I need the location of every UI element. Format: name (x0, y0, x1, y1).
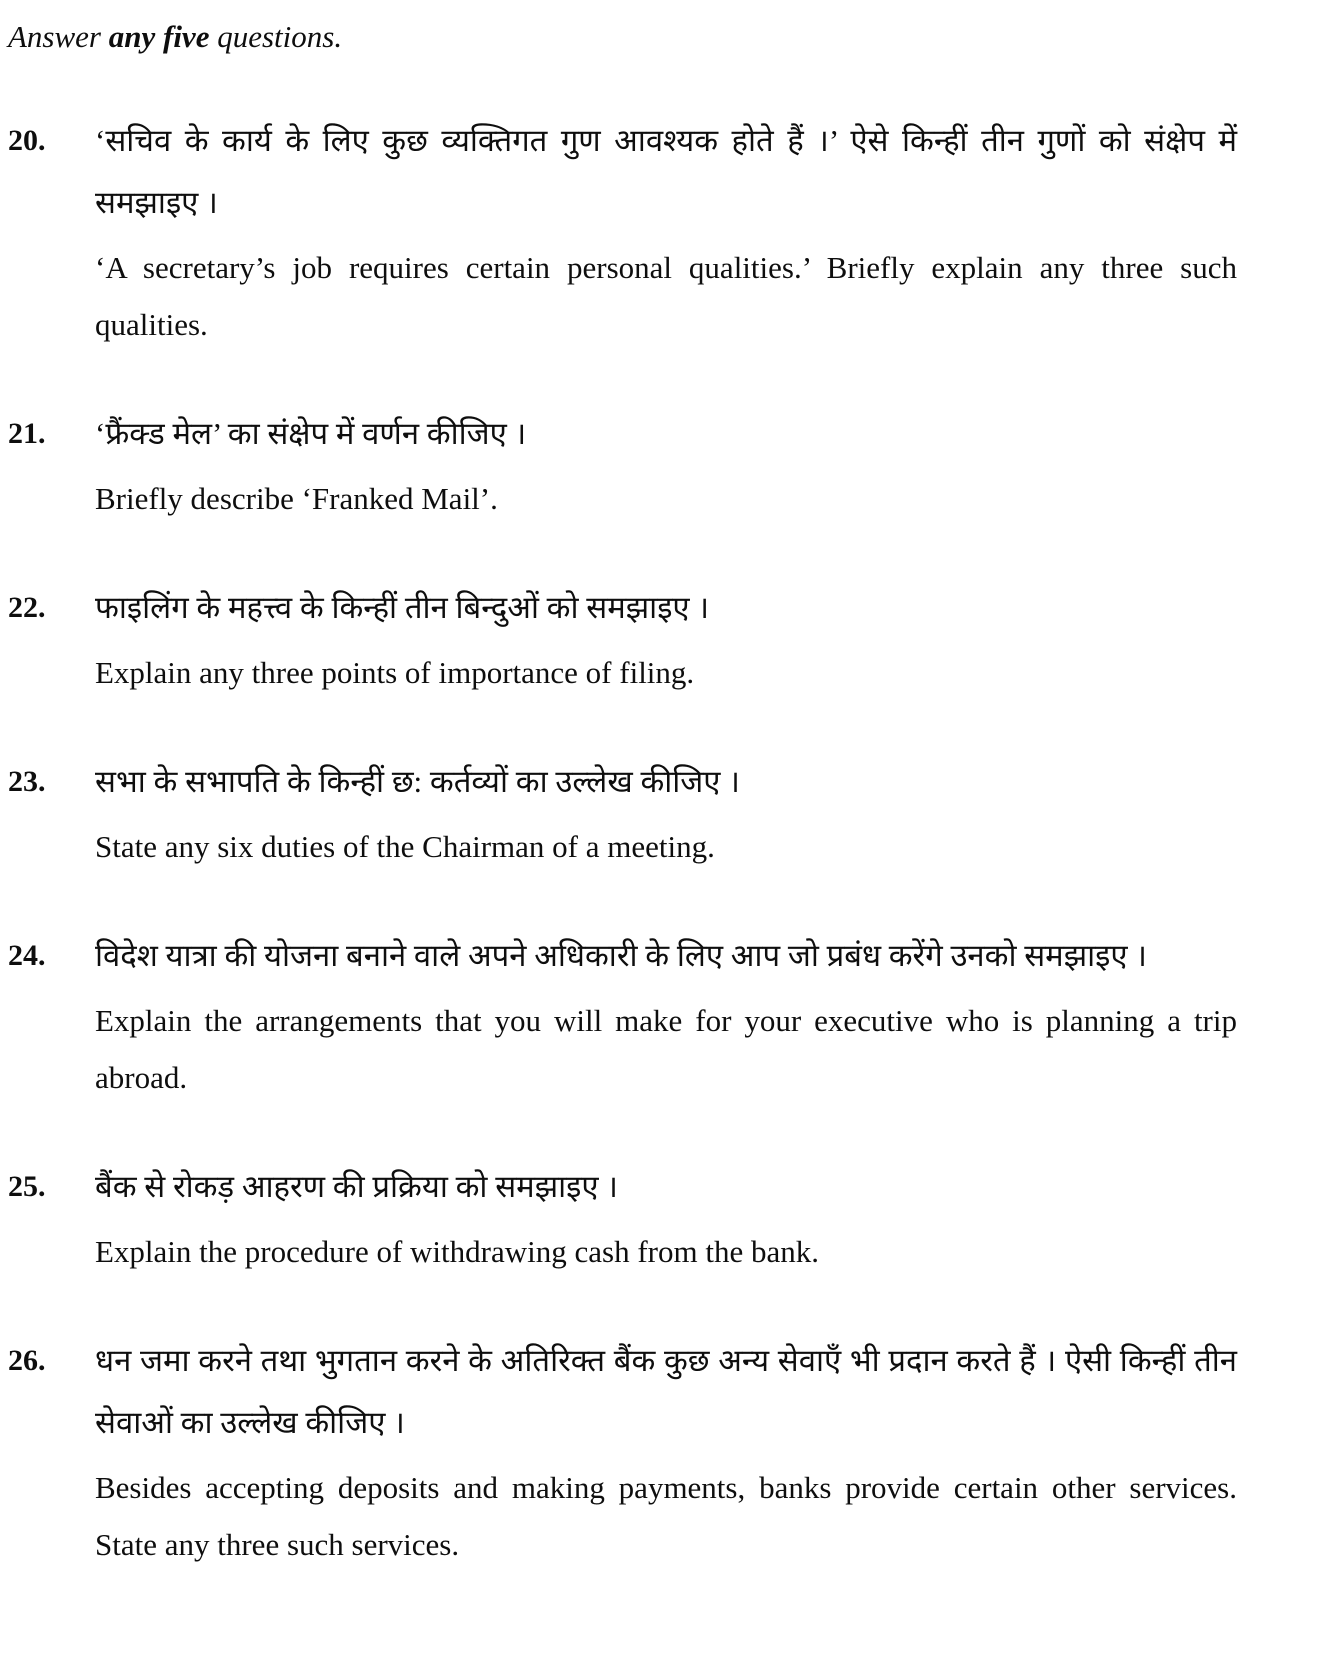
question-25 (8, 1156, 1237, 1280)
question-text-english: Explain the procedure of withdrawing cash from the bank. (95, 1234, 819, 1269)
question-text-english: State any six duties of the Chairman of a meeting. (95, 829, 715, 864)
question-body (95, 577, 1237, 701)
question-20 (8, 110, 1237, 353)
question-26 (8, 1330, 1237, 1573)
question-number: 22. (8, 591, 46, 624)
question-number: 25. (8, 1170, 46, 1203)
question-text-english: Briefly describe ‘Franked Mail’. (95, 481, 498, 516)
question-text-hindi: ‘फ्रैंक्ड मेल’ का संक्षेप में वर्णन कीजिए । (95, 416, 527, 451)
question-number: 20. (8, 124, 46, 157)
question-24 (8, 925, 1237, 1106)
question-text-english: Besides accepting deposits and making payments, banks provide certain other services. State any three such services. (95, 1470, 1237, 1562)
instruction-emphasis: any five (108, 19, 210, 54)
question-text-hindi: धन जमा करने तथा भुगतान करने के अतिरिक्त बैंक कुछ अन्य सेवाएँ भी प्रदान करते हैं । ऐसी किन्हीं तीन सेवाओं का उल्लेख कीजिए । (95, 1343, 1237, 1440)
question-text-english: Explain the arrangements that you will make for your executive who is planning a trip abroad. (95, 1003, 1237, 1095)
question-23 (8, 751, 1237, 875)
question-text-hindi: बैंक से रोकड़ आहरण की प्रक्रिया को समझाइए । (95, 1169, 619, 1204)
question-body (95, 110, 1237, 353)
instruction-suffix: questions. (209, 19, 343, 54)
question-body (95, 751, 1237, 875)
question-number: 21. (8, 417, 46, 450)
question-22 (8, 577, 1237, 701)
question-body (95, 1330, 1237, 1573)
question-number: 26. (8, 1344, 46, 1377)
question-body (95, 403, 1237, 527)
question-number: 23. (8, 765, 46, 798)
question-text-hindi: फाइलिंग के महत्त्व के किन्हीं तीन बिन्दुओं को समझाइए । (95, 590, 710, 625)
instruction-prefix: Answer (8, 19, 109, 54)
section-instruction (8, 16, 1237, 58)
question-body (95, 925, 1237, 1106)
question-number: 24. (8, 939, 46, 972)
question-text-english: ‘A secretary’s job requires certain personal qualities.’ Briefly explain any three such qualities. (95, 250, 1237, 342)
question-text-hindi: सभा के सभापति के किन्हीं छ: कर्तव्यों का उल्लेख कीजिए । (95, 764, 740, 799)
question-text-hindi: ‘सचिव के कार्य के लिए कुछ व्यक्तिगत गुण आवश्यक होते हैं ।’ ऐसे किन्हीं तीन गुणों को संक्षेप में समझाइए । (95, 123, 1237, 220)
question-body (95, 1156, 1237, 1280)
question-text-english: Explain any three points of importance of filing. (95, 655, 695, 690)
question-21 (8, 403, 1237, 527)
question-text-hindi: विदेश यात्रा की योजना बनाने वाले अपने अधिकारी के लिए आप जो प्रबंध करेंगे उनको समझाइए । (95, 938, 1148, 973)
